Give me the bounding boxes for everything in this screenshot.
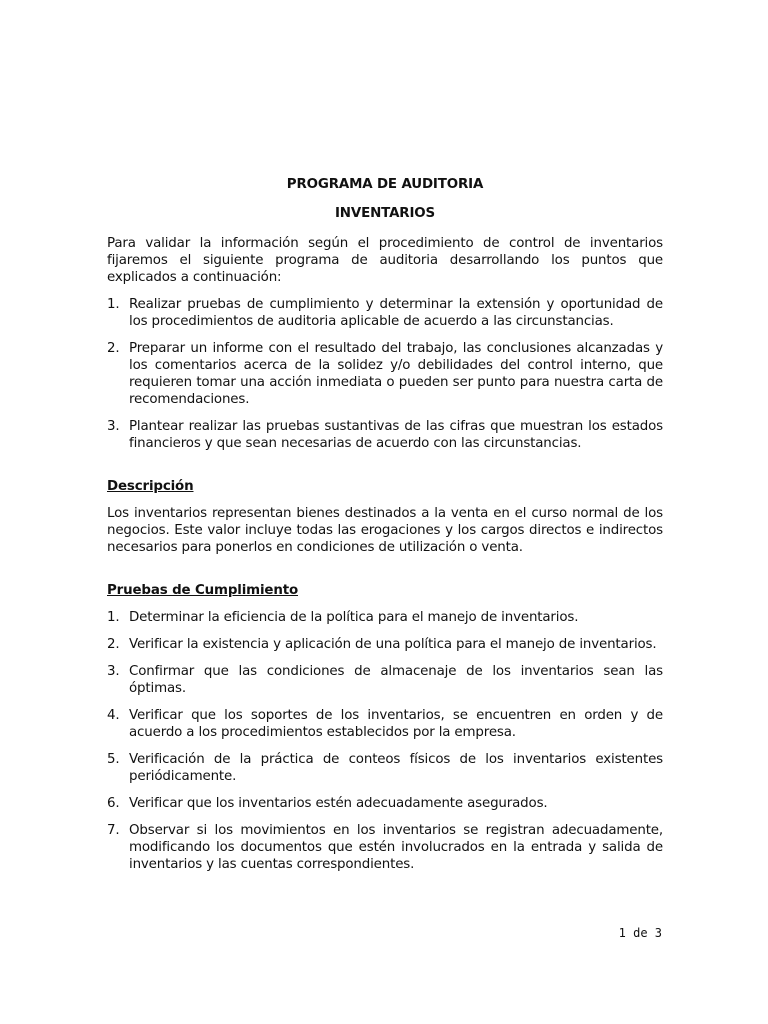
list-item-number: 3. [107,419,120,434]
intro-paragraph: Para validar la información según el procedimiento de control de inventarios fijaremos el siguiente programa de auditoria desarrollando los puntos que explicados a continuación: [107,236,663,285]
list-item [107,822,663,873]
list-item [107,296,663,330]
pruebas-list [107,609,663,873]
list-item-text: Verificar la existencia y aplicación de una política para el manejo de inventarios. [129,637,657,652]
page-number: 1 de 3 [618,926,662,940]
page-title: PROGRAMA DE AUDITORIA [286,177,484,192]
list-item-number: 1. [107,610,120,625]
list-item-text: Verificación de la práctica de conteos físicos de los inventarios existentes periódicamente. [129,752,663,784]
list-item [107,609,663,626]
intro-list [107,296,663,452]
list-item-number: 2. [107,341,120,356]
page-subtitle: INVENTARIOS [334,206,436,221]
list-item-text: Verificar que los inventarios estén adecuadamente asegurados. [129,796,548,811]
document-body [107,176,663,883]
list-item-text: Preparar un informe con el resultado del trabajo, las conclusiones alcanzadas y los comentarios acerca de la solidez y/o debilidades del control interno, que requieren tomar una acción inmediata o pueden ser punto para nuestra carta de recomendaciones. [129,341,663,407]
list-item [107,636,663,653]
list-item [107,340,663,408]
list-item-number: 2. [107,637,120,652]
descripcion-paragraph: Los inventarios representan bienes destinados a la venta en el curso normal de los negocios. Este valor incluye todas las erogaciones y los cargos directos e indirectos necesarios para ponerlos en condiciones de utilización o venta. [107,506,663,555]
pruebas-heading: Pruebas de Cumplimiento [107,583,299,598]
list-item-number: 4. [107,708,120,723]
list-item-number: 1. [107,297,120,312]
list-item [107,418,663,452]
descripcion-heading: Descripción [107,479,194,494]
list-item-text: Verificar que los soportes de los inventarios, se encuentren en orden y de acuerdo a los procedimientos establecidos por la empresa. [129,708,663,740]
list-item-text: Confirmar que las condiciones de almacenaje de los inventarios sean las óptimas. [129,664,663,696]
list-item-number: 3. [107,664,120,679]
list-item-text: Plantear realizar las pruebas sustantivas de las cifras que muestran los estados financieros y que sean necesarias de acuerdo con las circunstancias. [129,419,663,451]
list-item [107,663,663,697]
list-item-text: Observar si los movimientos en los inventarios se registran adecuadamente, modificando los documentos que estén involucrados en la entrada y salida de inventarios y las cuentas correspondientes. [129,823,663,872]
list-item-text: Realizar pruebas de cumplimiento y determinar la extensión y oportunidad de los procedimientos de auditoria aplicable de acuerdo a las circunstancias. [129,297,663,329]
list-item [107,795,663,812]
list-item-text: Determinar la eficiencia de la política para el manejo de inventarios. [129,610,579,625]
list-item [107,707,663,741]
list-item-number: 7. [107,823,120,838]
list-item [107,751,663,785]
list-item-number: 6. [107,796,120,811]
list-item-number: 5. [107,752,120,767]
